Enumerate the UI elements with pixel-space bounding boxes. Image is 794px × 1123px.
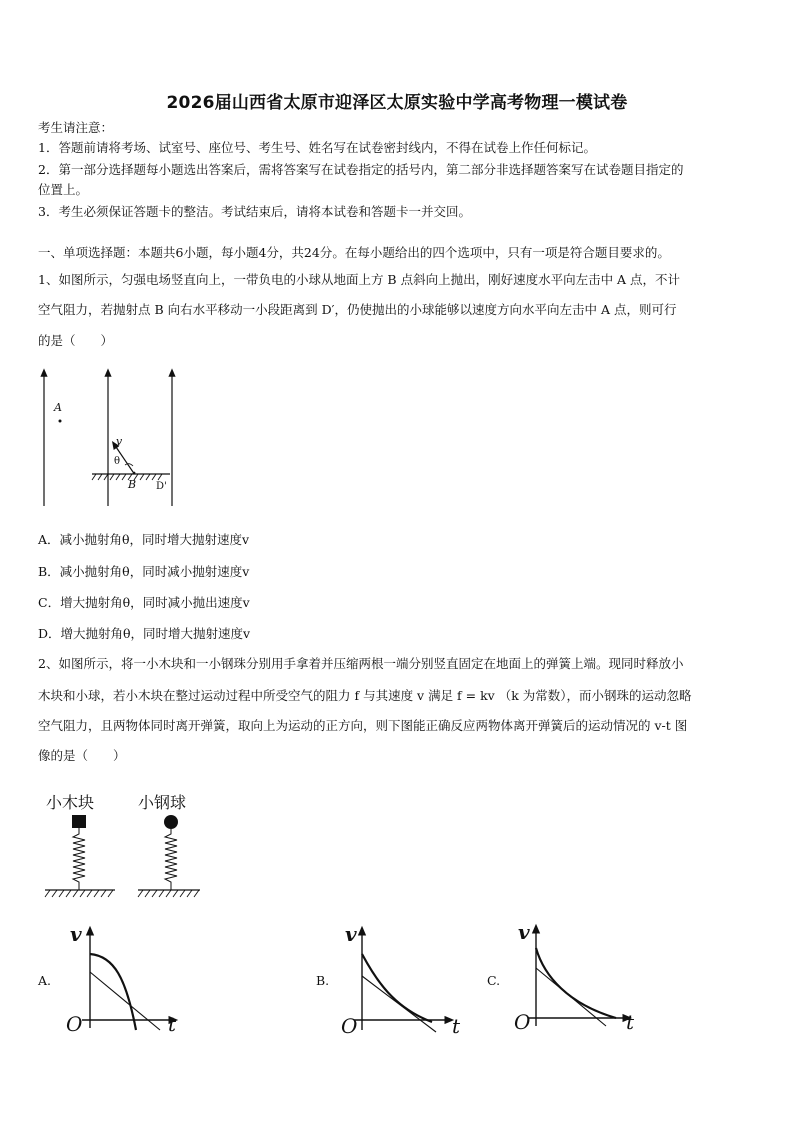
graph-a-t-axis-label: t	[168, 1012, 177, 1036]
graph-option-c-letter[interactable]: C.	[487, 973, 501, 988]
graph-a-origin-label: O	[66, 1012, 83, 1036]
question-2-line: 空气阻力，且两物体同时离开弹簧，取向上为运动的正方向，则下图能正确反应两物体离开弹簧后的运动情况的 v-t 图	[38, 718, 688, 733]
graph-a-v-axis-label: v	[70, 922, 82, 946]
option-a[interactable]: A．减小抛射角θ，同时增大抛射速度v	[38, 532, 250, 547]
notice-heading: 考生请注意：	[38, 120, 114, 135]
question-2-line: 2、如图所示，将一小木块和一小钢珠分别用手拿着并压缩两根一端分别竖直固定在地面上的弹簧上端。现同时释放小	[38, 656, 684, 671]
point-b-label: B	[128, 478, 137, 491]
point-d-label: D'	[156, 481, 167, 492]
notice-item: 1．答题前请将考场、试室号、座位号、考生号、姓名写在试卷密封线内，不得在试卷上作任何标记。	[38, 140, 596, 155]
notice-item: 位置上。	[38, 182, 89, 197]
graph-b-v-axis-label: v	[345, 922, 357, 946]
spring-figure	[40, 812, 210, 904]
notice-item: 3．考生必须保证答题卡的整洁。考试结束后，请将本试卷和答题卡一并交回。	[38, 204, 471, 219]
page-title: 2026届山西省太原市迎泽区太原实验中学高考物理一模试卷	[166, 93, 628, 113]
steel-ball-label: 小钢球	[138, 793, 187, 812]
graph-option-a-letter[interactable]: A.	[38, 973, 52, 988]
option-b[interactable]: B．减小抛射角θ，同时减小抛射速度v	[38, 564, 250, 579]
question-2-line: 像的是（ ）	[38, 748, 126, 763]
graph-b-origin-label: O	[341, 1014, 358, 1038]
option-c[interactable]: C．增大抛射角θ，同时减小抛出速度v	[38, 595, 250, 610]
electric-field-figure	[30, 362, 200, 512]
point-a-label: A	[54, 401, 62, 414]
notice-item: 2．第一部分选择题每小题选出答案后，需将答案写在试卷指定的括号内，第二部分非选择题答案写在试卷题目指定的	[38, 162, 684, 177]
option-d[interactable]: D．增大抛射角θ，同时增大抛射速度v	[38, 626, 251, 641]
section-heading: 一、单项选择题：本题共6小题，每小题4分，共24分。在每小题给出的四个选项中，只有一项是符合题目要求的。	[38, 245, 670, 260]
wood-block-label: 小木块	[46, 793, 95, 812]
question-2-line: 木块和小球，若小木块在整过运动过程中所受空气的阻力 f 与其速度 v 满足 f = kv （k 为常数），而小钢珠的运动忽略	[38, 688, 692, 703]
question-1-line: 的是（ ）	[38, 333, 114, 348]
graph-b-t-axis-label: t	[452, 1014, 461, 1038]
graph-c-v-axis-label: v	[518, 920, 530, 944]
question-1-line: 1、如图所示，匀强电场竖直向上，一带负电的小球从地面上方 B 点斜向上抛出，刚好速度水平向左击中 A 点，不计	[38, 272, 681, 287]
graph-option-b-letter[interactable]: B.	[316, 973, 330, 988]
graph-c-t-axis-label: t	[626, 1010, 635, 1034]
question-1-line: 空气阻力，若抛射点 B 向右水平移动一小段距离到 D′，仍使抛出的小球能够以速度方向水平向左击中 A 点，则可行	[38, 302, 677, 317]
theta-label: θ	[114, 456, 121, 467]
graph-c-origin-label: O	[514, 1010, 531, 1034]
velocity-label: v	[116, 435, 123, 448]
